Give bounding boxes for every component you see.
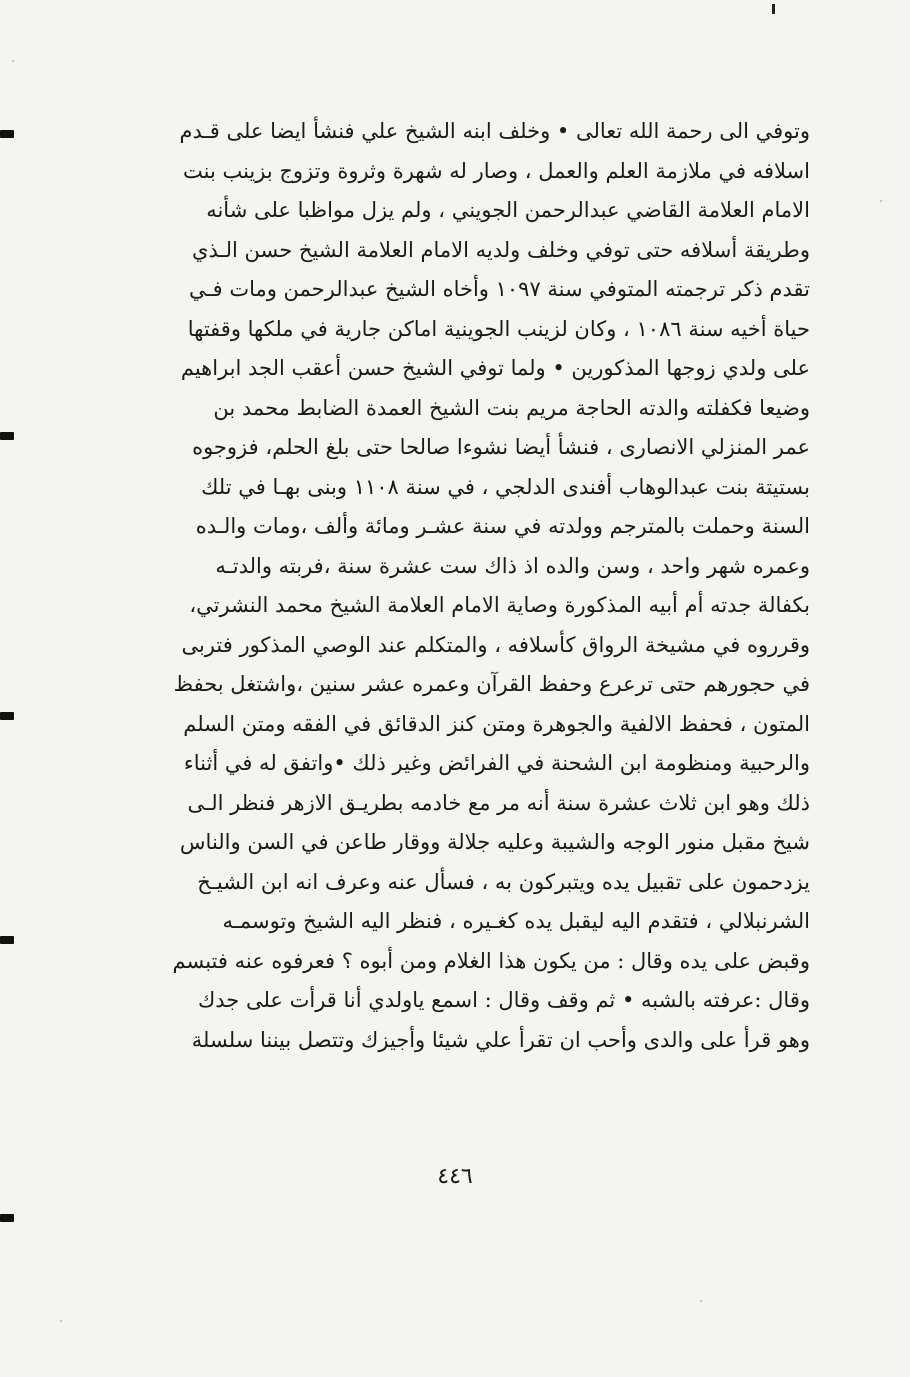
text-line: وقبض على يده وقال : من يكون هذا الغلام ومن أبوه ؟ فعرفوه عنه فتبسم — [172, 948, 810, 973]
paper-speck — [12, 60, 14, 62]
paper-speck — [60, 1320, 62, 1322]
text-line: اسلافه في ملازمة العلم والعمل ، وصار له شهرة وثروة وتزوج بزينب بنت — [182, 158, 810, 183]
text-line: وقال :عرفته بالشبه • ثم وقف وقال : اسمع ياولدي أنا قرأت على جدك — [197, 988, 810, 1012]
text-line: ذلك وهو ابن ثلاث عشرة سنة أنه مر مع خادمه بطريـق الازهر فنظر الـى — [187, 790, 810, 815]
margin-mark — [0, 130, 14, 138]
margin-mark — [0, 1214, 14, 1222]
paper-speck — [700, 1300, 702, 1302]
text-line: وعمره شهر واحد ، وسن والده اذ ذاك ست عشرة سنة ،فربته والدتـه — [215, 553, 810, 578]
text-line: تقدم ذكر ترجمته المتوفي سنة ١٠٩٧ وأخاه الشيخ عبدالرحمن ومات فـي — [188, 277, 810, 301]
text-line: عمر المنزلي الانصارى ، فنشأ أيضا نشوءا صالحا حتى بلغ الحلم، فزوجوه — [192, 435, 810, 459]
text-line: المتون ، فحفظ الالفية والجوهرة ومتن كنز الدقائق في الفقه ومتن السلم — [183, 711, 810, 736]
text-line: على ولدي زوجها المذكورين • ولما توفي الشيخ حسن أعقب الجد ابراهيم — [180, 356, 810, 380]
text-line: حياة أخيه سنة ١٠٨٦ ، وكان لزينب الجوينية اماكن جارية في ملكها وقفتها — [187, 316, 810, 341]
margin-mark — [0, 936, 14, 944]
text-line: وطريقة أسلافه حتى توفي وخلف ولديه الامام العلامة الشيخ حسن الـذي — [192, 237, 810, 262]
text-line: وضيعا فكفلته والدته الحاجة مريم بنت الشيخ العمدة الضابط محمد بن — [213, 395, 810, 420]
text-line: الشرنبلالي ، فتقدم اليه ليقبل يده كغـيره ، فنظر اليه الشيخ وتوسمـه — [222, 909, 810, 933]
text-line: شيخ مقبل منور الوجه والشيبة وعليه جلالة ووقار طاعن في السن والناس — [179, 830, 810, 854]
text-line: بستيتة بنت عبدالوهاب أفندى الدلجي ، في سنة ١١٠٨ وبنى بهـا في تلك — [201, 474, 810, 499]
page-number: ٤٤٦ — [437, 1164, 473, 1189]
text-line: وقرروه في مشيخة الرواق كأسلافه ، والمتكلم عند الوصي المذكور فتربى — [181, 632, 810, 657]
text-line: السنة وحملت بالمترجم وولدته في سنة عشـر ومائة وألف ،ومات والـده — [195, 514, 810, 538]
margin-mark — [0, 712, 14, 720]
margin-mark — [0, 432, 14, 440]
body-text — [128, 112, 810, 1060]
scan-mark — [772, 4, 775, 14]
paper-speck — [880, 200, 882, 202]
text-line: في حجورهم حتى ترعرع وحفظ القرآن وعمره عشر سنين ،واشتغل بحفظ — [173, 672, 810, 696]
text-line: وهو قرأ على والدى وأحب ان تقرأ علي شيئا وأجيزك وتتصل بيننا سلسلة — [191, 1027, 810, 1052]
text-line: بكفالة جدته أم أبيه المذكورة وصاية الامام العلامة الشيخ محمد النشرتي، — [189, 593, 810, 617]
text-line: وتوفي الى رحمة الله تعالى • وخلف ابنه الشيخ علي فنشأ ايضا على قـدم — [179, 119, 810, 143]
text-line: والرحبية ومنظومة ابن الشحنة في الفرائض وغير ذلك •واتفق له في أثناء — [183, 751, 810, 775]
text-line: يزدحمون على تقبيل يده ويتبركون به ، فسأل عنه وعرف انه ابن الشيـخ — [197, 869, 810, 894]
text-line: الامام العلامة القاضي عبدالرحمن الجويني ، ولم يزل مواظبا على شأنه — [206, 198, 810, 222]
